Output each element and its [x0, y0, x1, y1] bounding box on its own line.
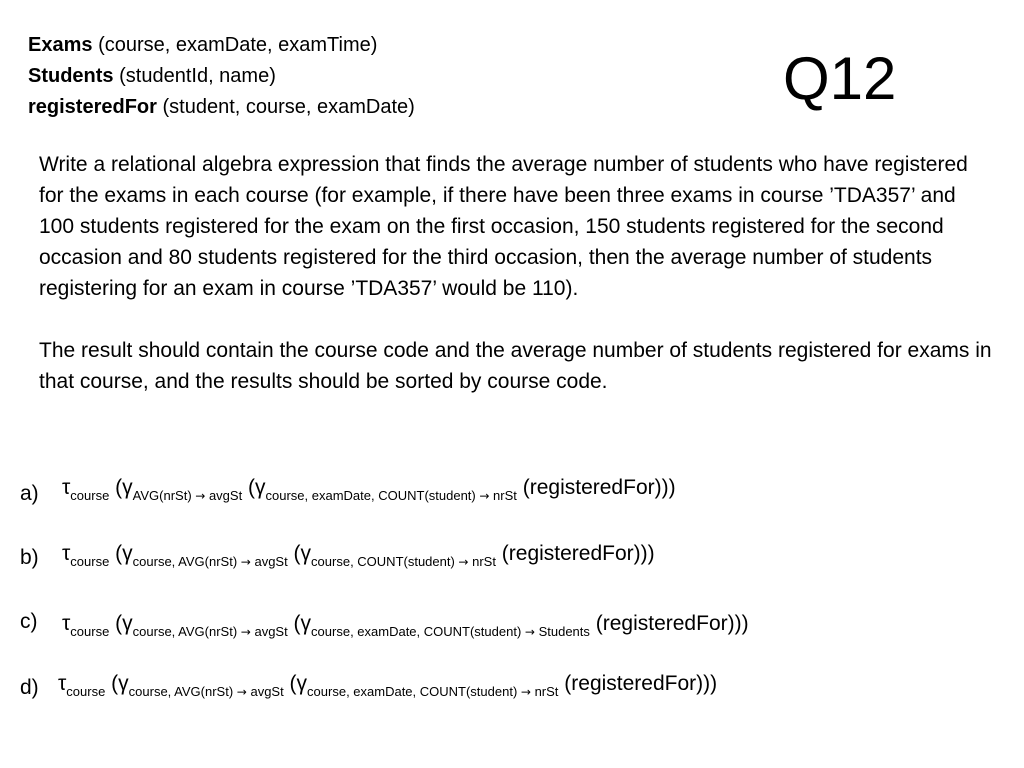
- relation-attributes: (course, examDate, examTime): [98, 34, 378, 56]
- relation-attributes: (student, course, examDate): [162, 96, 415, 118]
- option-letter: d): [20, 676, 39, 699]
- sort-subscript: course: [70, 624, 110, 639]
- option-letter: a): [20, 482, 39, 505]
- outer-group-subscript: course, AVG(nrSt) → avgSt: [132, 624, 288, 639]
- inner-group-subscript: course, examDate, COUNT(student) → nrSt: [307, 684, 559, 699]
- outer-group-subscript: course, AVG(nrSt) → avgSt: [132, 554, 288, 569]
- slide-title: Q12: [783, 45, 897, 112]
- question-paragraph: The result should contain the course code and the average number of students registered for exams in that course, and the results should be sorted by course code.: [39, 339, 992, 393]
- gamma-open: (γ: [109, 612, 133, 635]
- arrow-icon: →: [458, 555, 469, 569]
- sort-subscript: course: [70, 488, 110, 503]
- question-body: [39, 149, 994, 397]
- gamma-open: (γ: [109, 476, 133, 499]
- relation-tail: (registeredFor))): [495, 542, 655, 565]
- relation-name: Exams: [28, 34, 93, 56]
- outer-group-subscript: course, AVG(nrSt) → avgSt: [128, 684, 284, 699]
- tau-symbol: τ: [58, 672, 67, 695]
- relation-attributes: (studentId, name): [119, 65, 276, 87]
- outer-group-subscript: AVG(nrSt) → avgSt: [132, 488, 243, 503]
- gamma-open: (γ: [109, 542, 133, 565]
- schema-line-exams: [28, 30, 588, 61]
- option-letter: b): [20, 546, 39, 569]
- question-paragraph: Write a relational algebra expression that finds the average number of students who have registered for the exams in each course (for example, if there have been three exams in course ’TDA357’ and 100 students registered for the exam on the first occasion, 150 students registered for the second occasion and 80 students registered for the third occasion, then the average number of students registering for an exam in course ’TDA357’ would be 110).: [39, 153, 968, 300]
- inner-group-subscript: course, COUNT(student) → nrSt: [311, 554, 496, 569]
- tau-symbol: τ: [62, 476, 71, 499]
- gamma-open: (γ: [287, 542, 312, 565]
- arrow-icon: →: [524, 625, 535, 639]
- arrow-icon: →: [520, 685, 531, 699]
- inner-group-subscript: course, examDate, COUNT(student) → nrSt: [265, 488, 517, 503]
- arrow-icon: →: [195, 489, 206, 503]
- tau-symbol: τ: [62, 542, 71, 565]
- schema-line-registered-for: [28, 92, 588, 123]
- relation-name: Students: [28, 65, 114, 87]
- gamma-open: (γ: [287, 612, 312, 635]
- schema-line-students: [28, 61, 588, 92]
- relation-tail: (registeredFor))): [516, 476, 676, 499]
- arrow-icon: →: [240, 625, 251, 639]
- arrow-icon: →: [479, 489, 490, 503]
- answer-option-c[interactable]: [20, 604, 880, 644]
- option-letter: c): [20, 610, 38, 633]
- answer-option-d[interactable]: [20, 672, 840, 712]
- option-expression: [62, 542, 655, 569]
- option-expression: [58, 672, 718, 699]
- answer-option-a[interactable]: [20, 476, 800, 516]
- tau-symbol: τ: [62, 612, 71, 635]
- gamma-open: (γ: [283, 672, 308, 695]
- option-expression: [62, 612, 749, 639]
- arrow-icon: →: [236, 685, 247, 699]
- inner-group-subscript: course, examDate, COUNT(student) → Students: [311, 624, 590, 639]
- schema-block: [28, 30, 588, 123]
- gamma-open: (γ: [105, 672, 129, 695]
- relation-name: registeredFor: [28, 96, 157, 118]
- sort-subscript: course: [70, 554, 110, 569]
- relation-tail: (registeredFor))): [558, 672, 718, 695]
- option-expression: [62, 476, 676, 503]
- gamma-open: (γ: [242, 476, 266, 499]
- answer-option-b[interactable]: [20, 542, 780, 582]
- relation-tail: (registeredFor))): [589, 612, 749, 635]
- arrow-icon: →: [240, 555, 251, 569]
- sort-subscript: course: [66, 684, 106, 699]
